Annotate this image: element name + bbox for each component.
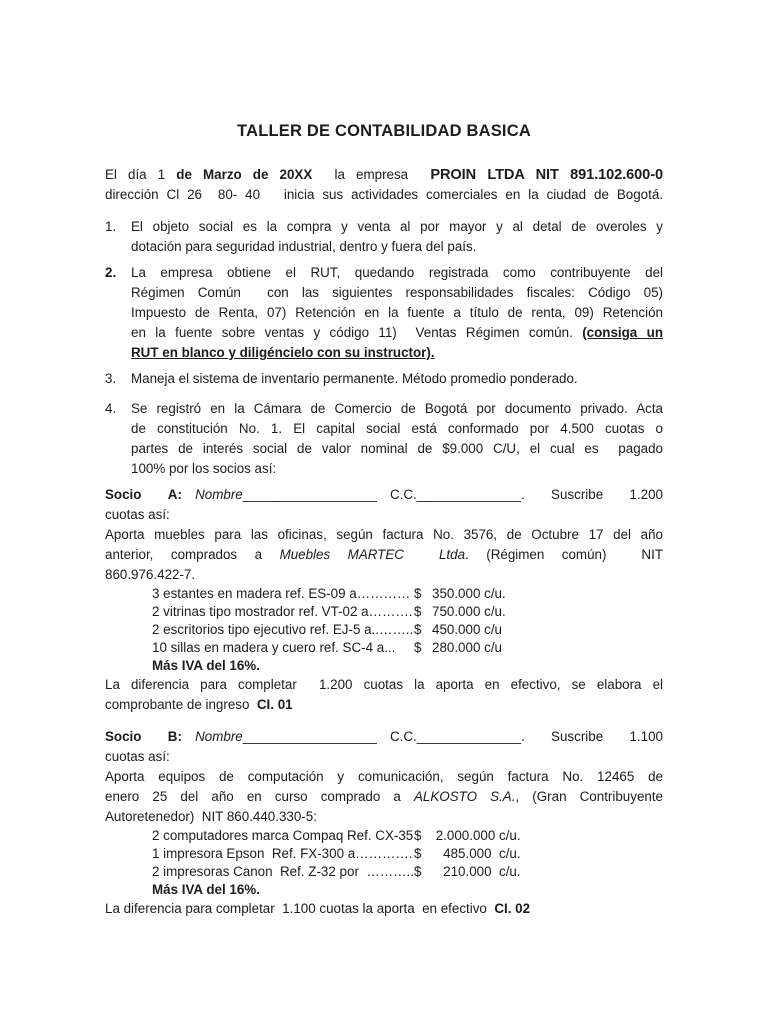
- socio-b-section: [105, 727, 663, 919]
- vendor-nit: Autoretenedor) NIT 860.440.330-5:: [105, 809, 317, 824]
- vendor-name: Muebles MARTEC Ltda: [279, 547, 466, 562]
- item-text: La empresa obtiene el RUT, quedando registrada como contribuyente del Régimen Común con las siguientes responsabilidades fiscales: Código 05) Impuesto de Renta, 07) Retención en la fuente a título de renta, 09) Retención en la fuente sobre ventas y código 11) Ventas Régimen común. (consiga un RUT en blanco y diligéncielo con su instructor).: [131, 265, 663, 360]
- item-number: 2.: [105, 265, 117, 280]
- product-row: [105, 845, 663, 863]
- product-row: [105, 827, 663, 845]
- product-description: 10 sillas en madera y cuero ref. SC-4 a...: [152, 640, 396, 655]
- document-title: TALLER DE CONTABILIDAD BASICA: [237, 122, 531, 140]
- socio-b-heading: Socio B: Nombre__________________ C.C.______________. Suscribe 1.100 cuotas así:: [105, 729, 663, 764]
- product-description: 1 impresora Epson Ref. FX-300 a………….: [152, 846, 413, 861]
- product-price: 750.000 c/u.: [432, 604, 506, 619]
- socio-a-heading: Socio A: Nombre__________________ C.C.______________. Suscribe 1.200 cuotas así:: [105, 487, 663, 522]
- product-price: 350.000 c/u.: [432, 586, 506, 601]
- item-number: 3.: [105, 371, 117, 386]
- socio-a-product-list: [105, 585, 663, 675]
- socio-b-label: Socio B:: [105, 729, 182, 744]
- receipt-ref: CI. 02: [494, 901, 531, 916]
- product-row: [105, 863, 663, 881]
- name-blank-label: Nombre: [181, 487, 243, 502]
- product-price: 450.000 c/u: [432, 622, 502, 637]
- item-text: Se registró en la Cámara de Comercio de Bogotá por documento privado. Acta de constitución No. 1. El capital social está conformado por 4.500 cuotas o partes de interés social de valor nominal de $9.000 C/U, el cual es pagado 100% por los socios así:: [131, 401, 663, 476]
- currency-symbol: $: [414, 640, 422, 655]
- currency-symbol: $: [414, 586, 422, 601]
- socio-b-difference-note: La diferencia para completar 1.100 cuotas la aporta en efectivo CI. 02: [105, 901, 531, 916]
- product-price: 210.000 c/u.: [432, 864, 521, 879]
- product-description: 2 computadores marca Compaq Ref. CX-35: [152, 828, 414, 843]
- currency-symbol: $: [414, 828, 422, 843]
- receipt-ref: CI. 01: [256, 697, 293, 712]
- intro-paragraph: [105, 165, 663, 205]
- currency-symbol: $: [414, 622, 422, 637]
- product-price: 280.000 c/u: [432, 640, 502, 655]
- list-item-4: [105, 399, 663, 479]
- date-bold: de Marzo de 20XX: [176, 167, 313, 182]
- currency-symbol: $: [414, 604, 422, 619]
- iva-note: Más IVA del 16%.: [152, 882, 260, 897]
- vendor-name: ALKOSTO S.A.: [413, 789, 516, 804]
- company-name: PROIN LTDA NIT 891.102.600-0: [430, 167, 663, 183]
- currency-symbol: $: [414, 864, 422, 879]
- item-number: 4.: [105, 401, 117, 416]
- list-item-2: [105, 263, 663, 363]
- iva-note: Más IVA del 16%.: [152, 658, 260, 673]
- list-item-1: [105, 217, 663, 257]
- socio-b-contribution: Aporta equipos de computación y comunicación, según factura No. 12465 de enero 25 del año en curso comprado a ALKOSTO S.A., (Gran Contribuyente Autoretenedor) NIT 860.440.330-5:: [105, 767, 663, 827]
- product-row: [105, 639, 663, 657]
- item-text: Maneja el sistema de inventario permanente. Método promedio ponderado.: [131, 371, 578, 386]
- item-text: El objeto social es la compra y venta al por mayor y al detal de overoles y dotación para seguridad industrial, dentro y fuera del país.: [131, 219, 663, 254]
- product-description: 2 impresoras Canon Ref. Z-32 por ………..: [152, 864, 414, 879]
- rut-instruction-bold: (consiga un: [582, 325, 663, 340]
- product-description: 2 vitrinas tipo mostrador ref. VT-02 a……….: [152, 604, 413, 619]
- socio-a-label: Socio A:: [105, 487, 182, 502]
- list-item-3: [105, 369, 663, 389]
- currency-symbol: $: [414, 846, 422, 861]
- product-row: [105, 621, 663, 639]
- product-row: [105, 603, 663, 621]
- product-price: 2.000.000 c/u.: [432, 828, 521, 843]
- name-blank-label: Nombre: [181, 729, 243, 744]
- rut-instruction-bold: RUT en blanco y diligéncielo con su instructor).: [131, 345, 435, 360]
- intro-line-1: El día 1 de Marzo de 20XX la empresa PROIN LTDA NIT 891.102.600-0: [105, 167, 663, 183]
- product-description: 3 estantes en madera ref. ES-09 a…………: [152, 586, 411, 601]
- product-row: [105, 585, 663, 603]
- item-number: 1.: [105, 219, 117, 234]
- product-description: 2 escritorios tipo ejecutivo ref. EJ-5 a..……..: [152, 622, 414, 637]
- socio-a-contribution: Aporta muebles para las oficinas, según factura No. 3576, de Octubre 17 del año anterior, comprados a Muebles MARTEC Ltda. (Régimen común) NIT 860.976.422-7.: [105, 525, 663, 585]
- product-price: 485.000 c/u.: [432, 846, 521, 861]
- intro-line-2: dirección Cl 26 80- 40 inicia sus actividades comerciales en la ciudad de Bogotá.: [105, 187, 663, 202]
- socio-a-difference-note: La diferencia para completar 1.200 cuotas la aporta en efectivo, se elabora el comprobante de ingreso CI. 01: [105, 677, 663, 712]
- vendor-nit: 860.976.422-7.: [105, 567, 196, 582]
- socio-b-product-list: [105, 827, 663, 899]
- socio-a-section: [105, 485, 663, 715]
